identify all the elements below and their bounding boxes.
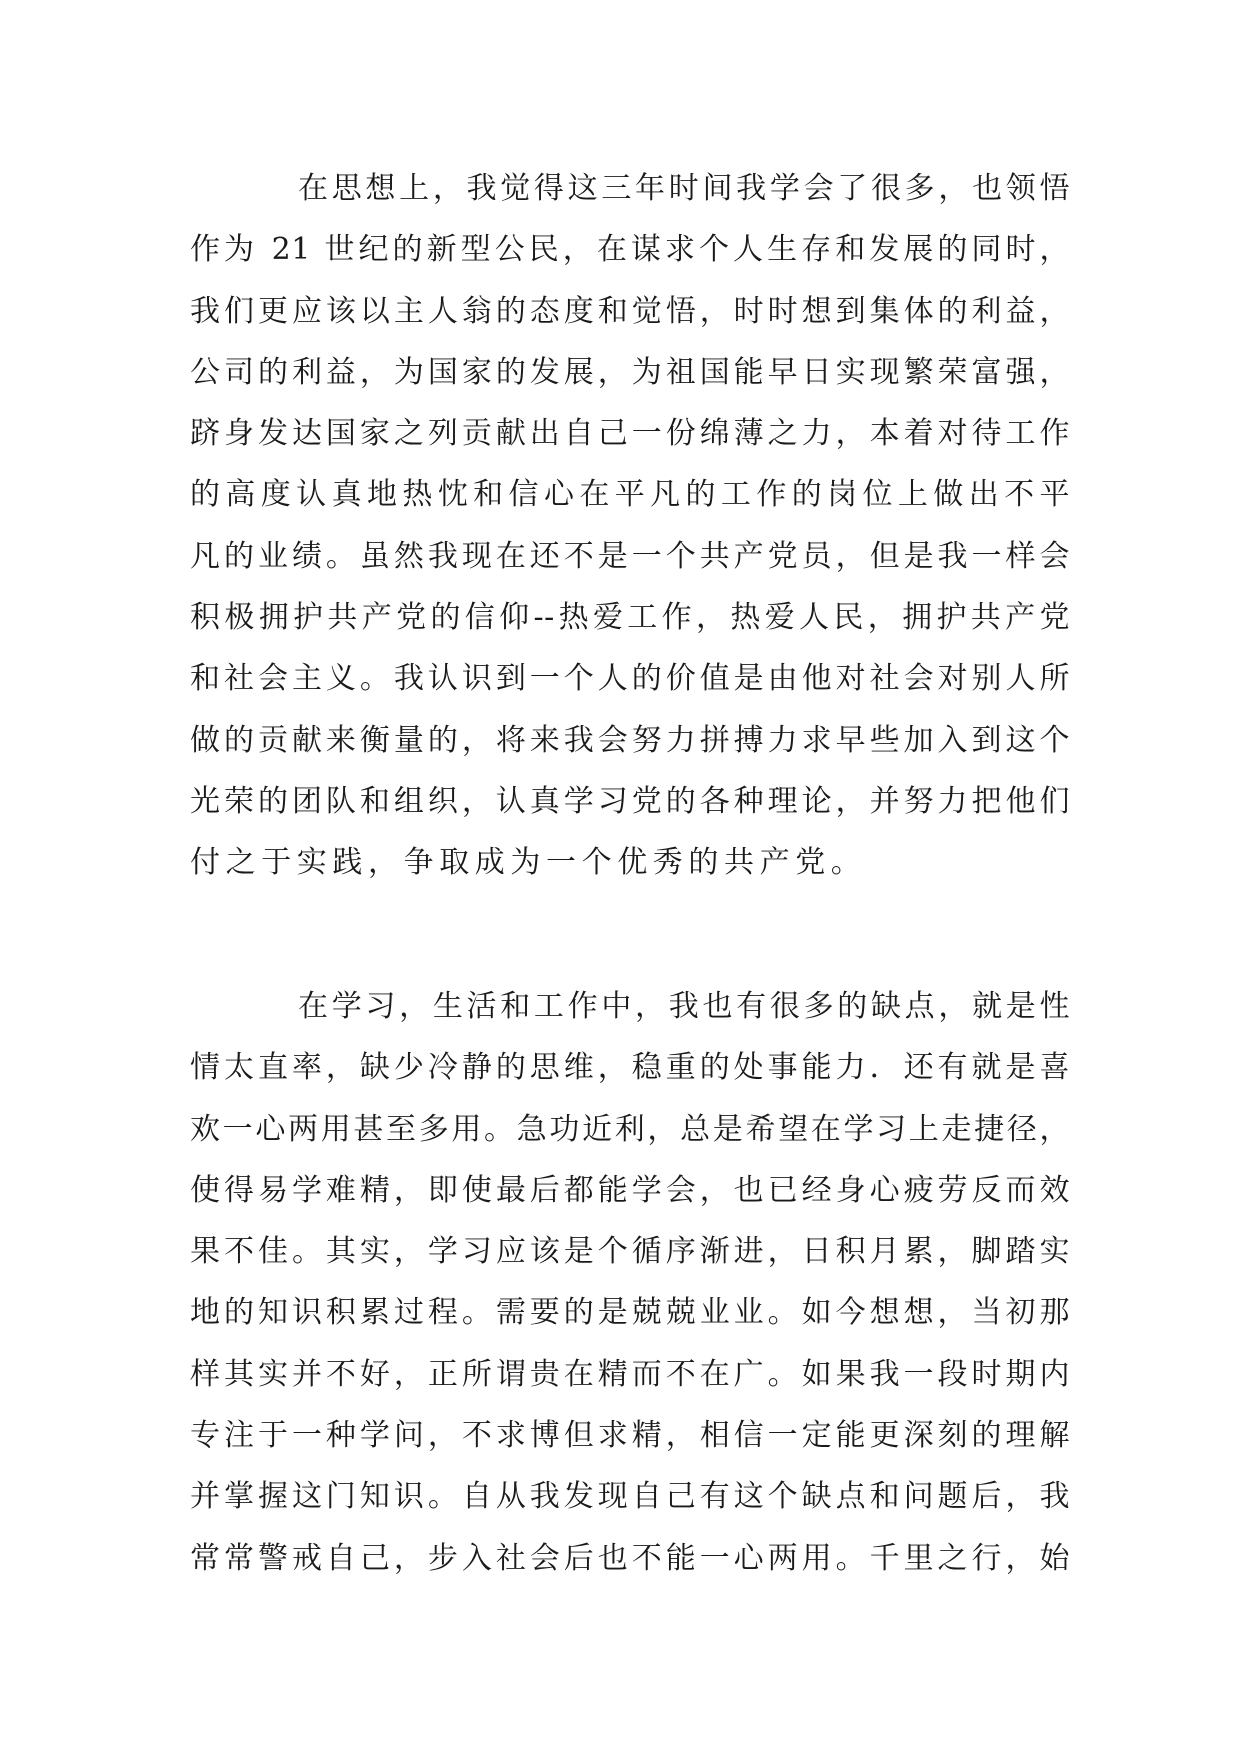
text-line: 并掌握这门知识。自从我发现自己有这个缺点和问题后，我 bbox=[190, 1479, 1070, 1515]
text-line: 做的贡献来衡量的，将来我会努力拼搏力求早些加入到这个 bbox=[190, 722, 1070, 758]
paragraph-shortcomings bbox=[190, 976, 1070, 1589]
text-line: 凡的业绩。虽然我现在还不是一个共产党员，但是我一样会 bbox=[190, 538, 1070, 574]
text-line: 积极拥护共产党的信仰--热爱工作，热爱人民，拥护共产党 bbox=[190, 600, 1070, 636]
text-line: 在思想上，我觉得这三年时间我学会了很多，也领悟 bbox=[298, 171, 1070, 206]
text-line: 跻身发达国家之列贡献出自己一份绵薄之力，本着对待工作 bbox=[190, 416, 1070, 452]
text-line: 和社会主义。我认识到一个人的价值是由他对社会对别人所 bbox=[190, 661, 1070, 697]
text-line: 地的知识积累过程。需要的是兢兢业业。如今想想，当初那 bbox=[190, 1295, 1070, 1331]
text-line: 在学习，生活和工作中，我也有很多的缺点，就是性 bbox=[298, 989, 1070, 1024]
text-line: 常常警戒自己，步入社会后也不能一心两用。千里之行，始 bbox=[190, 1540, 1070, 1576]
text-line: 样其实并不好，正所谓贵在精而不在广。如果我一段时期内 bbox=[190, 1356, 1070, 1392]
text-line: 情太直率，缺少冷静的思维，稳重的处事能力．还有就是喜 bbox=[190, 1050, 1070, 1086]
text-line: 使得易学难精，即使最后都能学会，也已经身心疲劳反而效 bbox=[190, 1172, 1070, 1208]
text-line: 作为 21 世纪的新型公民，在谋求个人生存和发展的同时， bbox=[190, 232, 1070, 268]
text-line: 光荣的团队和组织，认真学习党的各种理论，并努力把他们 bbox=[190, 783, 1070, 819]
text-line: 专注于一种学问，不求博但求精，相信一定能更深刻的理解 bbox=[190, 1418, 1070, 1454]
text-line: 公司的利益，为国家的发展，为祖国能早日实现繁荣富强， bbox=[190, 354, 1070, 390]
text-line: 我们更应该以主人翁的态度和觉悟，时时想到集体的利益， bbox=[190, 293, 1070, 329]
text-line: 欢一心两用甚至多用。急功近利，总是希望在学习上走捷径， bbox=[190, 1111, 1070, 1147]
text-line: 的高度认真地热忱和信心在平凡的工作的岗位上做出不平 bbox=[190, 477, 1070, 513]
paragraph-ideology bbox=[190, 158, 1070, 894]
text-line: 果不佳。其实，学习应该是个循序渐进，日积月累，脚踏实 bbox=[190, 1234, 1070, 1270]
text-line: 付之于实践，争取成为一个优秀的共产党。 bbox=[190, 845, 867, 881]
